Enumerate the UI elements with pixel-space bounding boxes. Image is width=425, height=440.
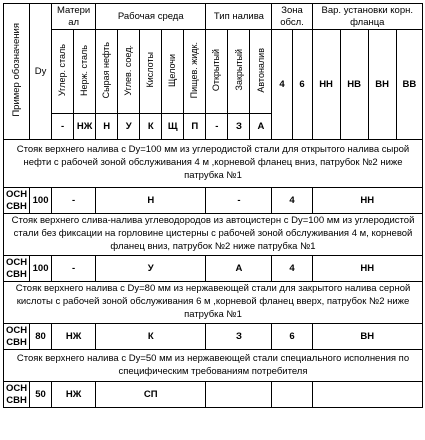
example-zone: 4 xyxy=(272,256,312,282)
example-description: Стояк верхнего налива с Dy=100 мм из углеродистой стали для открытого налива сырой нефти с рабочей зоной обслуживания 4 м ,корневой фланец вниз, патрубок №2 ниже патрубка №1 xyxy=(4,140,423,188)
header-zone: Зона обсл. xyxy=(272,4,312,30)
example-medium: Н xyxy=(96,188,206,214)
code-alkalis: Щ xyxy=(162,114,184,140)
code-closed: З xyxy=(228,114,250,140)
example-flange: НН xyxy=(312,256,422,282)
header-dy: Dy xyxy=(30,4,52,140)
header-fill-type: Тип налива xyxy=(206,4,272,30)
example-material: - xyxy=(52,188,96,214)
example-dy: 80 xyxy=(30,324,52,350)
subheader-alkalis: Щелочи xyxy=(162,30,184,114)
subheader-hydrocarbons: Углев. соед. xyxy=(118,30,140,114)
subheader-stainless: Нерж. сталь xyxy=(74,30,96,114)
example-id: ОСН СВН xyxy=(4,382,30,408)
code-auto: А xyxy=(250,114,272,140)
example-fill: А xyxy=(206,256,272,282)
example-dy: 50 xyxy=(30,382,52,408)
example-medium: У xyxy=(96,256,206,282)
subheader-nn: НН xyxy=(312,30,340,140)
example-medium: СП xyxy=(96,382,206,408)
example-material: НЖ xyxy=(52,324,96,350)
example-description: Стояк верхнего налива с Dy=50 мм из нержавеющей стали специального исполнения по специфическим требованиям потребителя xyxy=(4,350,423,382)
example-fill xyxy=(206,382,272,408)
example-dy: 100 xyxy=(30,256,52,282)
header-material: Матери ал xyxy=(52,4,96,30)
example-id: ОСН СВН xyxy=(4,188,30,214)
subheader-closed: Закрытый xyxy=(228,30,250,114)
example-description: Стояк верхнего налива с Dy=80 мм из нержавеющей стали для закрытого налива серной кислоты с рабочей зоной обслуживания 6 м ,корневой фланец вверх, патрубок №2 ниже патрубка №1 xyxy=(4,282,423,324)
subheader-zone-6: 6 xyxy=(292,30,312,140)
subheader-acids: Кислоты xyxy=(140,30,162,114)
example-flange: ВН xyxy=(312,324,422,350)
subheader-crude: Сырая нефть xyxy=(96,30,118,114)
code-crude: Н xyxy=(96,114,118,140)
example-fill: - xyxy=(206,188,272,214)
example-id: ОСН СВН xyxy=(4,324,30,350)
example-material: - xyxy=(52,256,96,282)
example-description: Стояк верхнего слива-налива углеводородов из автоцистерн с Dy=100 мм из углеродистой стали без фиксации на горловине цистерны с рабочей зоной обслуживания 4 м, корневой фланец вниз, патрубок №2 ниже патрубка №1 xyxy=(4,214,423,256)
subheader-zone-4: 4 xyxy=(272,30,292,140)
designation-table xyxy=(3,3,423,408)
example-medium: К xyxy=(96,324,206,350)
subheader-vn: ВН xyxy=(368,30,396,140)
header-flange: Вар. установки корн. фланца xyxy=(312,4,422,30)
subheader-food: Пищев. жидк. xyxy=(184,30,206,114)
subheader-nv: НВ xyxy=(340,30,368,140)
example-zone: 6 xyxy=(272,324,312,350)
example-fill: З xyxy=(206,324,272,350)
code-open: - xyxy=(206,114,228,140)
example-zone: 4 xyxy=(272,188,312,214)
code-carbon: - xyxy=(52,114,74,140)
subheader-carbon: Углер. сталь xyxy=(52,30,74,114)
subheader-vv: ВВ xyxy=(396,30,422,140)
header-medium: Рабочая среда xyxy=(96,4,206,30)
subheader-open: Открытый xyxy=(206,30,228,114)
example-dy: 100 xyxy=(30,188,52,214)
code-hydrocarbons: У xyxy=(118,114,140,140)
code-stainless: НЖ xyxy=(74,114,96,140)
code-food: П xyxy=(184,114,206,140)
example-flange xyxy=(312,382,422,408)
example-id: ОСН СВН xyxy=(4,256,30,282)
header-example: Пример обозначения xyxy=(4,4,30,140)
example-material: НЖ xyxy=(52,382,96,408)
subheader-auto: Автоналив xyxy=(250,30,272,114)
code-acids: К xyxy=(140,114,162,140)
example-zone xyxy=(272,382,312,408)
example-flange: НН xyxy=(312,188,422,214)
